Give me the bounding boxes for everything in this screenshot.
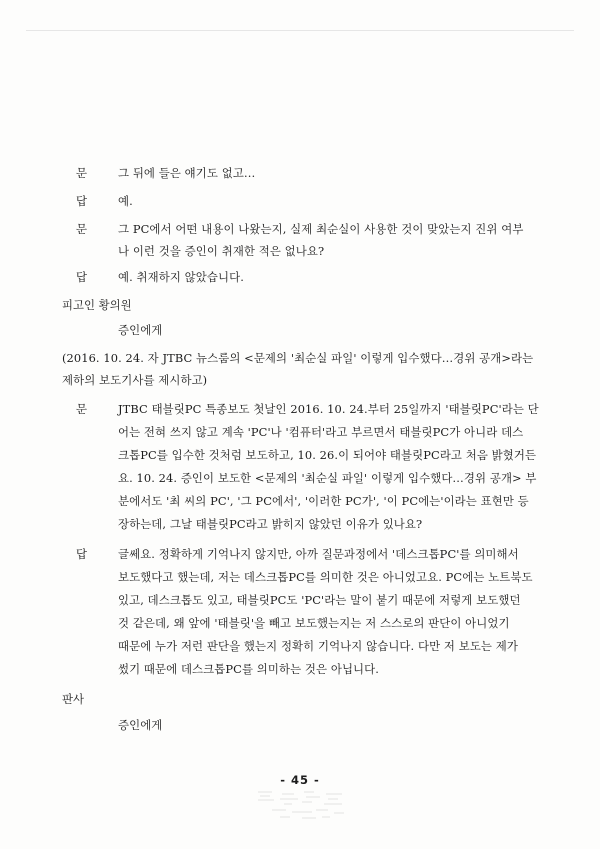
answer-text: 글쎄요. 정확하게 기억나지 않지만, 아까 질문과정에서 '데스크톱PC'를 의미해서 <box>118 547 519 561</box>
speaker-defense: 피고인 황의원 <box>62 298 132 312</box>
question-marker: 문 <box>76 402 88 416</box>
answer-text: 것 같은데, 왜 앞에 '태블릿'을 빼고 보도했는지는 저 스스로의 판단이 아니었기 <box>118 616 510 630</box>
question-text: JTBC 태블릿PC 특종보도 첫날인 2016. 10. 24.부터 25일까지 '태블릿PC'라는 단 <box>118 402 539 416</box>
question-text: 장하는데, 그날 태블릿PC라고 밝히지 않았던 이유가 있나요? <box>118 517 423 531</box>
question-marker: 문 <box>76 222 88 236</box>
question-text: 그 뒤에 들은 얘기도 없고… <box>118 166 256 180</box>
addressee: 증인에게 <box>118 718 163 732</box>
answer-marker: 답 <box>76 194 88 208</box>
header-rule <box>26 30 574 31</box>
answer-marker: 답 <box>76 270 88 284</box>
answer-text: 있고, 데스크톱도 있고, 태블릿PC도 'PC'라는 말이 붙기 때문에 저렇게 보도했던 <box>118 593 521 607</box>
question-text: 분에서도 '최 씨의 PC', '그 PC에서', '이러한 PC가', '이 PC에는'이라는 표현만 등 <box>118 494 529 508</box>
speaker-judge: 판사 <box>62 692 85 706</box>
question-text: 어는 전혀 쓰지 않고 계속 'PC'나 '컴퓨터'라고 부르면서 태블릿PC가 아니라 데스 <box>118 425 524 439</box>
exhibit-note: 제하의 보도기사를 제시하고) <box>62 373 208 387</box>
answer-text: 보도했다고 했는데, 저는 데스크톱PC를 의미한 것은 아니었고요. PC에는 노트북도 <box>118 570 533 584</box>
question-text: 나 이런 것을 증인이 취재한 적은 없나요? <box>118 244 325 258</box>
question-marker: 문 <box>76 166 88 180</box>
answer-text: 예. 취재하지 않았습니다. <box>118 270 244 284</box>
answer-text: 때문에 누가 저런 판단을 했는지 정확히 기억나지 않습니다. 다만 저 보도는 제가 <box>118 639 518 653</box>
answer-text: 예. <box>118 194 133 208</box>
answer-text: 썼기 때문에 데스크톱PC를 의미하는 것은 아닙니다. <box>118 662 379 676</box>
question-text: 요. 10. 24. 증인이 보도한 <문제의 '최순실 파일' 이렇게 입수했다…경위 공개> 부 <box>118 471 537 485</box>
stamp-mark <box>252 786 362 824</box>
exhibit-note: (2016. 10. 24. 자 JTBC 뉴스룸의 <문제의 '최순실 파일' 이렇게 입수했다…경위 공개>라는 <box>62 351 534 365</box>
question-text: 그 PC에서 어떤 내용이 나왔는지, 실제 최순실이 사용한 것이 맞았는지 진위 여부 <box>118 222 524 236</box>
page-number: - 45 - <box>280 773 320 787</box>
answer-marker: 답 <box>76 547 88 561</box>
question-text: 크톱PC를 입수한 것처럼 보도하고, 10. 26.이 되어야 태블릿PC라고 처음 밝혔거든 <box>118 448 537 462</box>
addressee: 증인에게 <box>118 323 163 337</box>
